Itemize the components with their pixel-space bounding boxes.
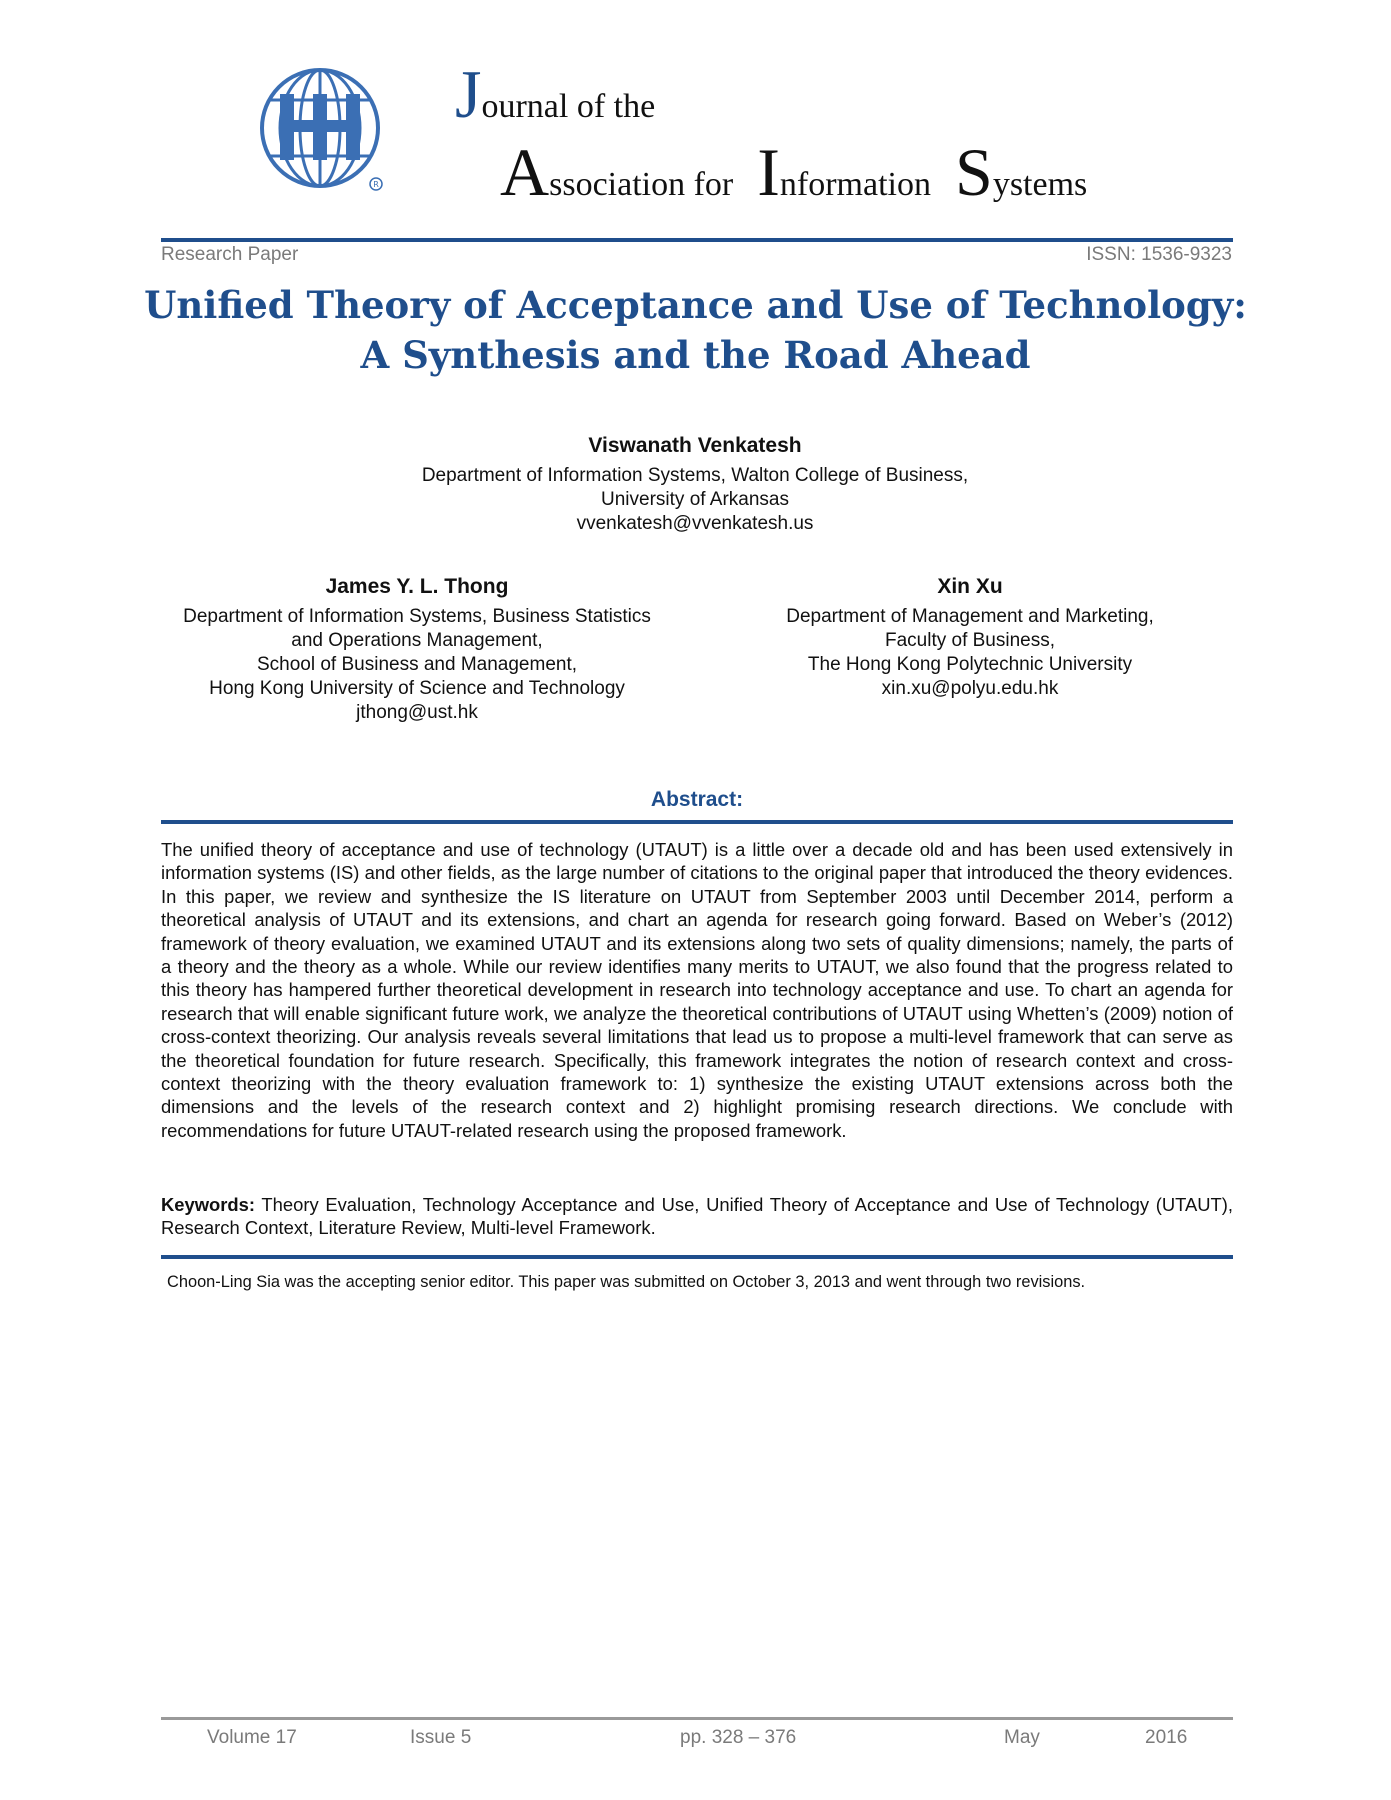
paper-title	[100, 280, 1291, 380]
keywords-label: Keywords:	[161, 1194, 256, 1215]
journal-word-association: ssociation for	[549, 166, 734, 203]
paper-title-line2: A Synthesis and the Road Ahead	[360, 333, 1031, 377]
journal-initial-j: J	[455, 56, 482, 132]
author-affiliation-line: and Operations Management,	[291, 630, 543, 651]
abstract-heading: Abstract:	[650, 788, 744, 811]
author-affiliation-line: Department of Management and Marketing,	[786, 606, 1154, 627]
author-affiliation-line: University of Arkansas	[601, 489, 789, 510]
journal-initial-a: A	[500, 134, 550, 210]
aisnet-globe-logo-icon	[258, 64, 390, 196]
journal-name-line2	[500, 134, 1088, 210]
keywords-text: Theory Evaluation, Technology Acceptance and Use, Unified Theory of Acceptance and Use of Technology (UTAUT), Research Context, Literature Review, Multi-level Framework.	[161, 1194, 1233, 1239]
abstract-text: The unified theory of acceptance and use of technology (UTAUT) is a little over a decade old and has been used extensively in information systems (IS) and other fields, as the large number of citations to the original paper that introduced the theory evidences. In this paper, we review and synthesize the IS literature on UTAUT from September 2003 until December 2014, perform a theoretical analysis of UTAUT and its extensions, and chart an agenda for research going forward. Based on Weber’s (2012) framework of theory evaluation, we examined UTAUT and its extensions along two sets of quality dimensions; namely, the parts of a theory and the theory as a whole. While our review identifies many merits to UTAUT, we also found that the progress related to this theory has hampered further theoretical development in research into technology acceptance and use. To chart an agenda for research that will enable significant future work, we analyze the theoretical contributions of UTAUT using Whetten’s (2009) notion of cross-context theorizing. Our analysis reveals several limitations that lead us to propose a multi-level framework that can serve as the theoretical foundation for future research. Specifically, this framework integrates the notion of research context and cross-context theorizing with the theory evaluation framework to: 1) synthesize the existing UTAUT extensions across both the dimensions and the levels of the research context and 2) highlight promising research directions. We conclude with recommendations for future UTAUT-related research using the proposed framework.	[161, 839, 1233, 1141]
editor-note: Choon-Ling Sia was the accepting senior editor. This paper was submitted on October 3, 2013 and went through two revisions.	[167, 1273, 1086, 1291]
author-affiliation-line: Hong Kong University of Science and Technology	[209, 678, 625, 699]
author-affiliation-line: School of Business and Management,	[256, 654, 578, 675]
journal-initial-s: S	[954, 134, 993, 210]
author-block-venkatesh	[295, 434, 1095, 536]
author-name: James Y. L. Thong	[325, 575, 509, 598]
author-affiliation-line: Department of Information Systems, Business Statistics	[183, 606, 651, 627]
author-block-xu	[670, 575, 1270, 701]
header-divider	[161, 238, 1233, 242]
footer-pages: pp. 328 – 376	[680, 1727, 797, 1748]
footer-divider	[161, 1717, 1233, 1720]
author-email: vvenkatesh@vvenkatesh.us	[576, 513, 814, 534]
author-block-thong	[117, 575, 717, 725]
journal-initial-i: I	[757, 134, 780, 210]
paper-type-label: Research Paper	[161, 244, 299, 265]
author-affiliation-line: Department of Information Systems, Walton College of Business,	[421, 465, 969, 486]
footer-month: May	[1004, 1727, 1040, 1748]
footer-issue: Issue 5	[410, 1727, 472, 1748]
author-name: Xin Xu	[937, 575, 1003, 598]
journal-name-line1	[455, 56, 656, 132]
abstract-divider-bottom	[161, 1255, 1233, 1259]
abstract-divider-top	[161, 820, 1233, 824]
svg-text:R: R	[373, 180, 379, 189]
author-affiliation-line: The Hong Kong Polytechnic University	[807, 654, 1133, 675]
journal-word-rest: ournal of the	[481, 88, 656, 125]
issn-label: ISSN: 1536-9323	[1086, 244, 1232, 265]
author-affiliation-line: Faculty of Business,	[884, 630, 1056, 651]
author-email: xin.xu@polyu.edu.hk	[881, 678, 1059, 699]
author-name: Viswanath Venkatesh	[588, 434, 802, 457]
paper-title-line1: Unified Theory of Acceptance and Use of Technology:	[144, 283, 1247, 327]
journal-word-information: nformation	[779, 166, 931, 203]
keywords-paragraph	[161, 1193, 1233, 1240]
footer-year: 2016	[1145, 1727, 1188, 1748]
footer-volume: Volume 17	[207, 1727, 297, 1748]
journal-word-systems: ystems	[992, 166, 1088, 203]
author-email: jthong@ust.hk	[356, 702, 478, 723]
